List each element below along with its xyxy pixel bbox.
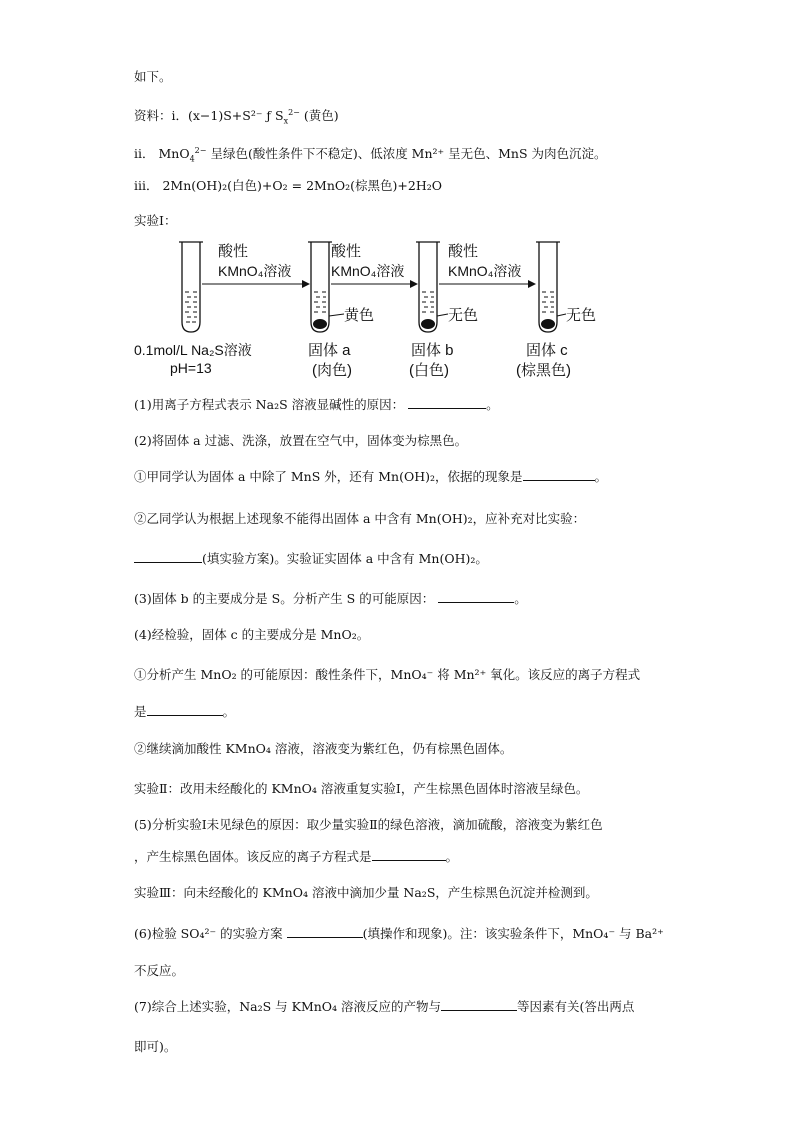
solid-a-label: 固体 a	[308, 342, 351, 359]
tube-2-color-label: 黄色	[344, 307, 375, 324]
answer-blank-1[interactable]	[408, 396, 486, 409]
question-7b: 即可)。	[134, 1039, 177, 1054]
arrow-3-bottom-label: KMnO₄溶液	[448, 263, 522, 279]
intro-text: 如下。	[134, 69, 172, 84]
question-7-end: 等因素有关(答出两点	[517, 999, 635, 1014]
test-tube-1	[179, 242, 203, 332]
material-label: 资料：i．	[134, 108, 188, 124]
question-5b-end: 。	[445, 849, 459, 864]
question-1-end: 。	[486, 397, 499, 412]
answer-blank-2-1[interactable]	[523, 468, 595, 481]
question-7-text: (7)综合上述实验，Na₂S 与 KMnO₄ 溶液反应的产物与	[134, 999, 442, 1014]
experiment-3: 实验Ⅲ：向未经酸化的 KMnO₄ 溶液中滴加少量 Na₂S，产生棕黑色沉淀并检测到。	[134, 885, 598, 900]
solid-a-desc: (肉色)	[312, 362, 352, 379]
test-tube-4	[536, 242, 596, 332]
question-5: (5)分析实验Ⅰ未见绿色的原因：取少量实验Ⅱ的绿色溶液，滴加硫酸，溶液变为紫红色	[134, 817, 603, 832]
reaction-arrow-2	[331, 243, 418, 288]
answer-blank-5[interactable]	[372, 848, 446, 861]
question-3-text: (3)固体 b 的主要成分是 S。分析产生 S 的可能原因：	[134, 591, 435, 606]
question-4-1b-text: 是	[134, 704, 147, 719]
question-4-1b	[134, 703, 235, 721]
arrow-2-bottom-label: KMnO₄溶液	[331, 263, 405, 279]
question-5b-text: ，产生棕黑色固体。该反应的离子方程式是	[134, 849, 372, 864]
solid-c-desc: (棕黑色)	[516, 362, 571, 379]
reaction-arrow-3	[439, 243, 536, 288]
question-2-2b-text: (填实验方案)。实验证实固体 a 中含有 Mn(OH)₂。	[202, 551, 488, 566]
experiment-2: 实验Ⅱ：改用未经酸化的 KMnO₄ 溶液重复实验Ⅰ，产生棕黑色固体时溶液呈绿色。	[134, 781, 589, 796]
question-6b: 不反应。	[134, 963, 185, 978]
material-iii: iii． 2Mn(OH)₂(白色)+O₂ = 2MnO₂(棕黑色)+2H₂O	[134, 178, 442, 193]
tube-3-color-label: 无色	[448, 307, 479, 324]
start-solution-label: 0.1mol/L Na₂S溶液	[134, 342, 252, 358]
arrow-2-top-label: 酸性	[331, 243, 362, 260]
question-1	[134, 396, 499, 414]
solid-b-desc: (白色)	[409, 362, 449, 379]
material-i	[134, 104, 339, 131]
question-4: (4)经检验，固体 c 的主要成分是 MnO₂。	[134, 627, 370, 642]
solid-c-label: 固体 c	[526, 342, 568, 359]
material-eq-note: (黄色)	[303, 108, 339, 124]
material-ii-start: ii． MnO	[134, 146, 190, 162]
reaction-arrow-1	[202, 243, 310, 288]
question-4-1: ①分析产生 MnO₂ 的可能原因：酸性条件下，MnO₄⁻ 将 Mn²⁺ 氧化。该反应的离子方程式	[134, 667, 641, 682]
arrow-3-top-label: 酸性	[448, 243, 479, 260]
material-ii	[134, 142, 607, 169]
answer-blank-3[interactable]	[438, 590, 514, 603]
question-3	[134, 590, 527, 608]
question-2-1	[134, 468, 607, 486]
solid-b-label: 固体 b	[411, 342, 454, 359]
material-ii-sub: 4	[189, 154, 195, 164]
question-3-end: 。	[514, 591, 527, 606]
question-5b	[134, 848, 458, 866]
answer-blank-7[interactable]	[441, 998, 517, 1011]
question-2-2: ②乙同学认为根据上述现象不能得出固体 a 中含有 Mn(OH)₂，应补充对比实验：	[134, 511, 586, 526]
start-solution-ph: pH=13	[170, 360, 212, 376]
answer-blank-4-1[interactable]	[147, 703, 223, 716]
question-2-1-text: ①甲同学认为固体 a 中除了 MnS 外，还有 Mn(OH)₂，依据的现象是	[134, 469, 523, 484]
arrow-1-bottom-label: KMnO₄溶液	[218, 263, 292, 279]
answer-blank-2-2[interactable]	[134, 550, 202, 563]
question-1-text: (1)用离子方程式表示 Na₂S 溶液显碱性的原因：	[134, 397, 405, 412]
material-ii-sup: 2−	[194, 146, 207, 155]
question-2-1-end: 。	[594, 469, 608, 484]
question-7	[134, 998, 634, 1016]
question-2-2b	[134, 550, 488, 568]
answer-blank-6[interactable]	[287, 925, 363, 938]
material-eq-left: (x−1)S+S²⁻ ƒ S	[188, 108, 284, 124]
question-4-2: ②继续滴加酸性 KMnO₄ 溶液，溶液变为紫红色，仍有棕黑色固体。	[134, 741, 513, 756]
experiment-1-diagram	[130, 234, 610, 384]
material-ii-rest: 呈绿色(酸性条件下不稳定)、低浓度 Mn²⁺ 呈无色、MnS 为肉色沉淀。	[206, 146, 607, 162]
experiment-1-label: 实验Ⅰ：	[134, 213, 177, 228]
question-4-1b-end: 。	[222, 704, 236, 719]
material-eq-sup: 2−	[288, 108, 300, 117]
question-6	[134, 925, 664, 943]
question-6-mid: (填操作和现象)。注：该实验条件下，MnO₄⁻ 与 Ba²⁺	[362, 926, 664, 941]
arrow-1-top-label: 酸性	[218, 243, 249, 260]
material-eq-sub: x	[283, 116, 289, 126]
question-6-text: (6)检验 SO₄²⁻ 的实验方案	[134, 926, 283, 941]
question-2: (2)将固体 a 过滤、洗涤，放置在空气中，固体变为棕黑色。	[134, 433, 468, 448]
tube-4-color-label: 无色	[566, 307, 597, 324]
